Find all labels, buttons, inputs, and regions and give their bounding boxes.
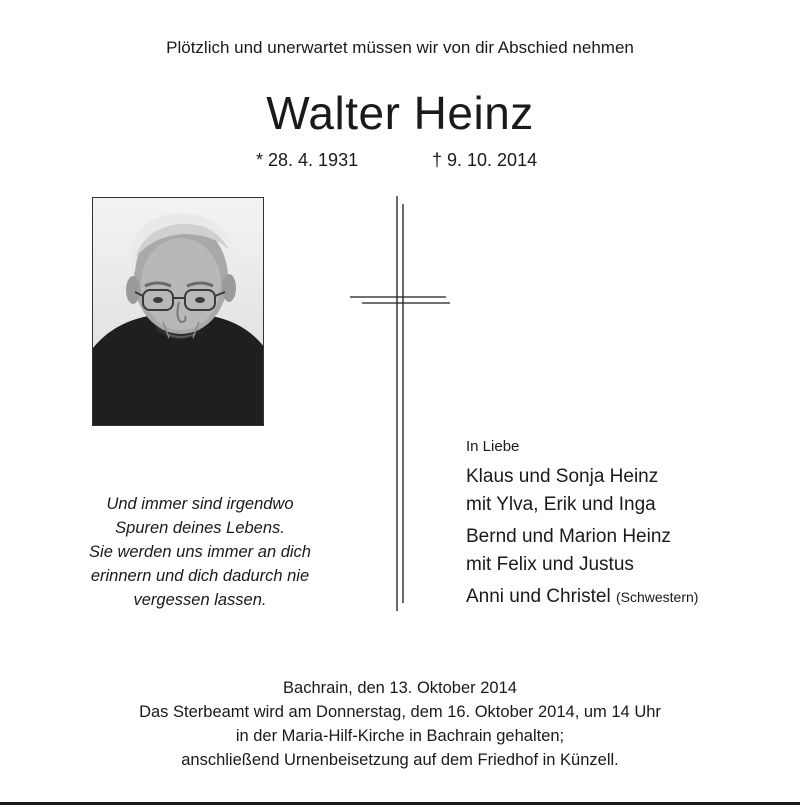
place-date: Bachrain, den 13. Oktober 2014: [283, 679, 517, 697]
siblings-note: (Schwestern): [615, 589, 699, 605]
family-line-siblings: [466, 583, 698, 611]
family-signature: [466, 438, 698, 611]
quote-line: vergessen lassen.: [133, 591, 267, 609]
portrait-image: [93, 198, 264, 426]
family-line: Bernd und Marion Heinz: [466, 526, 671, 547]
family-line: mit Felix und Justus: [466, 554, 634, 575]
family-line: Klaus und Sonja Heinz: [466, 466, 659, 487]
quote-line: Und immer sind irgendwo: [106, 495, 294, 513]
death-date: † 9. 10. 2014: [432, 150, 538, 170]
siblings-names: Anni und Christel: [466, 586, 611, 607]
footer-line: anschließend Urnenbeisetzung auf dem Friedhof in Künzell.: [181, 751, 619, 769]
intro-text: Plötzlich und unerwartet müssen wir von dir Abschied nehmen: [166, 38, 634, 57]
birth-date: * 28. 4. 1931: [256, 150, 359, 170]
funeral-details: [0, 676, 800, 772]
footer-line: in der Maria-Hilf-Kirche in Bachrain gehalten;: [235, 727, 565, 745]
portrait-photo: [92, 197, 264, 426]
quote-line: Sie werden uns immer an dich: [89, 543, 311, 561]
footer-line: Das Sterbeamt wird am Donnerstag, dem 16. Oktober 2014, um 14 Uhr: [139, 703, 661, 721]
deceased-name: Walter Heinz: [266, 87, 534, 139]
family-intro: In Liebe: [466, 438, 520, 455]
quote-line: erinnern und dich dadurch nie: [90, 567, 310, 585]
quote-line: Spuren deines Lebens.: [115, 519, 285, 537]
family-line: mit Ylva, Erik und Inga: [466, 494, 656, 515]
memorial-quote: [40, 492, 360, 612]
cross-icon: [340, 196, 460, 611]
